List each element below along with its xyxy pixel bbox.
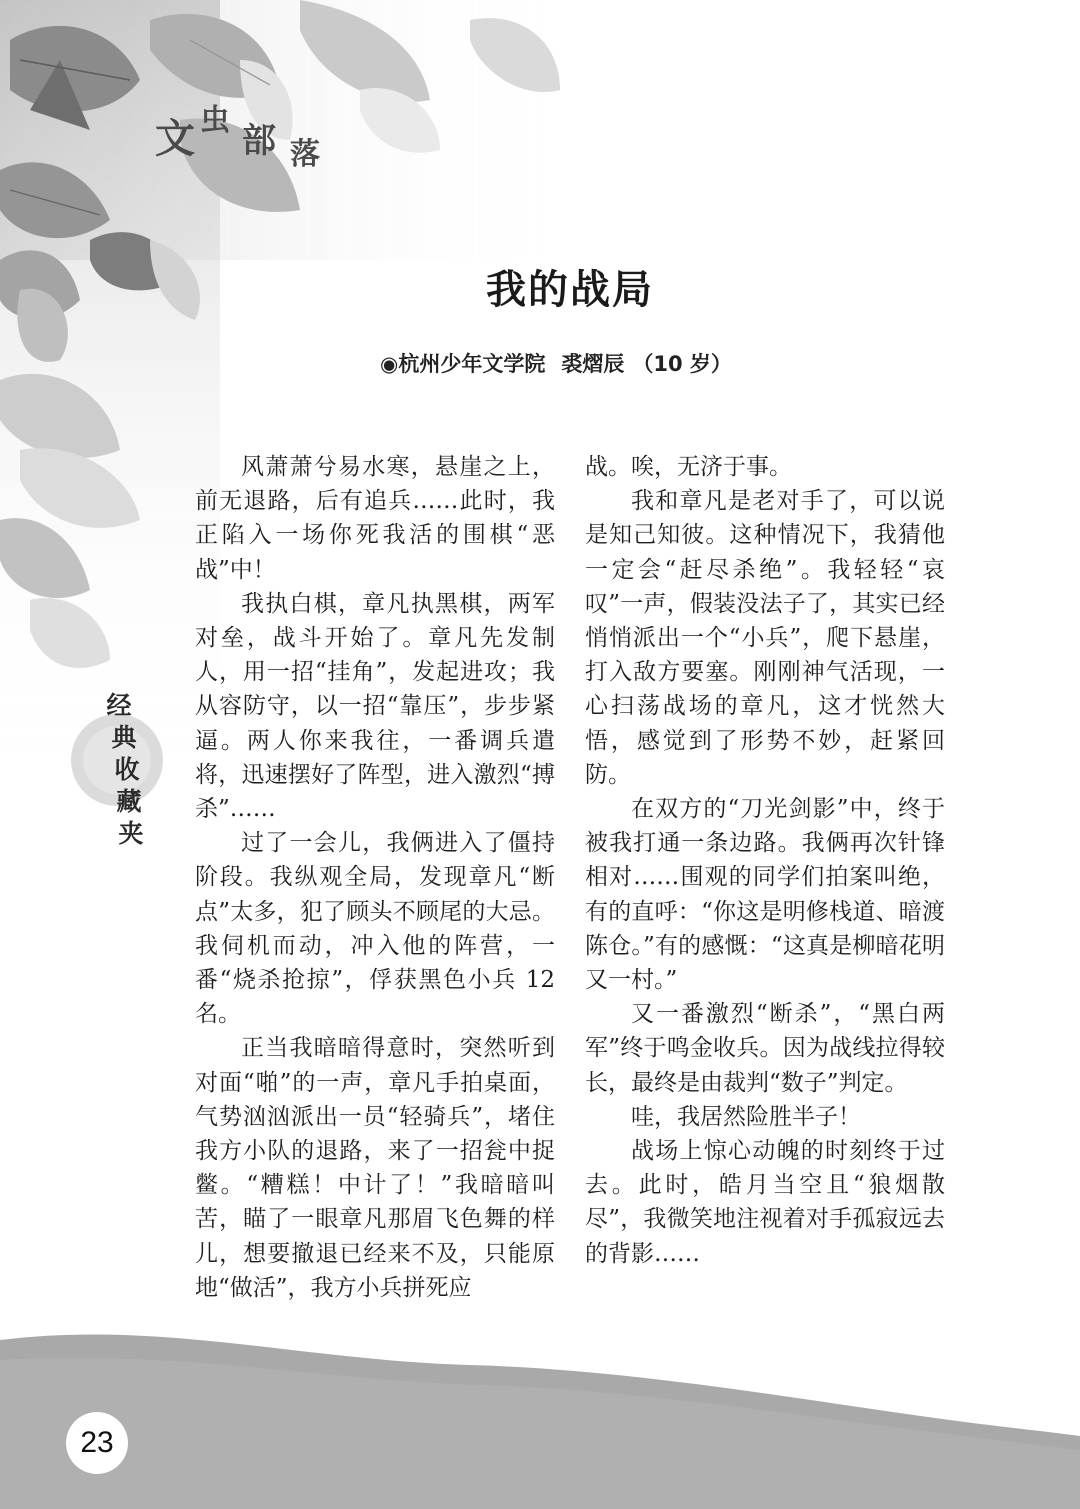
byline-marker-icon: ◉: [380, 352, 399, 376]
section-header-char: 文: [155, 116, 195, 162]
article-paragraph: 我和章凡是老对手了，可以说是知己知彼。这种情况下，我猜他一定会“赶尽杀绝”。我轻轻“哀叹”一声，假装没法子了，其实已经悄悄派出一个“小兵”，爬下悬崖，打入敌方要塞。刚刚神气活现，一心扫荡战场的章凡，这才恍然大悟，感觉到了形势不妙，赶紧回防。: [585, 488, 945, 788]
side-label-collection: [92, 690, 152, 850]
side-label-char: 收: [114, 755, 140, 784]
section-header-title: [150, 95, 350, 175]
section-header-char: 部: [242, 121, 276, 161]
side-label-char: 经: [106, 691, 132, 720]
side-label-char: 典: [111, 723, 137, 752]
article-title: 我的战局: [486, 267, 654, 313]
article-paragraph: 风萧萧兮易水寒，悬崖之上，前无退路，后有追兵……此时，我正陷入一场你死我活的围棋“恶战”中！: [195, 454, 555, 583]
article-paragraph: 过了一会儿，我俩进入了僵持阶段。我纵观全局，发现章凡“断点”太多，犯了顾头不顾尾的大忌。我伺机而动，冲入他的阵营，一番“烧杀抢掠”，俘获黑色小兵 12 名。: [195, 830, 555, 1028]
article-paragraph: 哇，我居然险胜半子！: [631, 1103, 861, 1130]
article-paragraph: 在双方的“刀光剑影”中，终于被我打通一条边路。我俩再次针锋相对……围观的同学们拍案叫绝，有的直呼：“你这是明修栈道、暗渡陈仓。”有的感慨：“这真是柳暗花明又一村。”: [585, 796, 945, 994]
article-paragraph: 又一番激烈“断杀”，“黑白两军”终于鸣金收兵。因为战线拉得较长，最终是由裁判“数子”判定。: [585, 1001, 945, 1096]
side-label-char: 藏: [116, 787, 142, 816]
byline-author: 裘熠辰: [561, 352, 625, 376]
article-paragraph: 我执白棋，章凡执黑棋，两军对垒，战斗开始了。章凡先发制人，用一招“挂角”，发起进攻；我从容防守，以一招“靠压”，步步紧逼。两人你来我往，一番调兵遣将，迅速摆好了阵型，进入激烈“搏杀”……: [195, 590, 555, 823]
section-header-char: 落: [290, 137, 320, 172]
side-label-char: 夹: [118, 819, 144, 848]
byline-age: （10 岁）: [632, 352, 732, 376]
article-column-right: [585, 450, 945, 1271]
article-paragraph: 正当我暗暗得意时，突然听到对面“啪”的一声，章凡手拍桌面，气势汹汹派出一员“轻骑兵”，堵住我方小队的退路，来了一招瓮中捉鳖。“糟糕！中计了！”我暗暗叫苦，瞄了一眼章凡那眉飞色舞的样儿，想要撤退已经来不及，只能原地“做活”，我方小兵拼死应: [195, 1035, 555, 1301]
section-header-char: 虫: [200, 103, 230, 138]
article-paragraph-continuation: 战。唉，无济于事。: [585, 454, 792, 480]
page-number: 23: [66, 1412, 128, 1474]
article-paragraph: 战场上惊心动魄的时刻终于过去。此时，皓月当空且“狼烟散尽”，我微笑地注视着对手孤寂远去的背影……: [585, 1138, 945, 1267]
byline-school: 杭州少年文学院: [398, 352, 546, 376]
article-column-left: [195, 450, 555, 1305]
article-byline: [380, 348, 800, 378]
